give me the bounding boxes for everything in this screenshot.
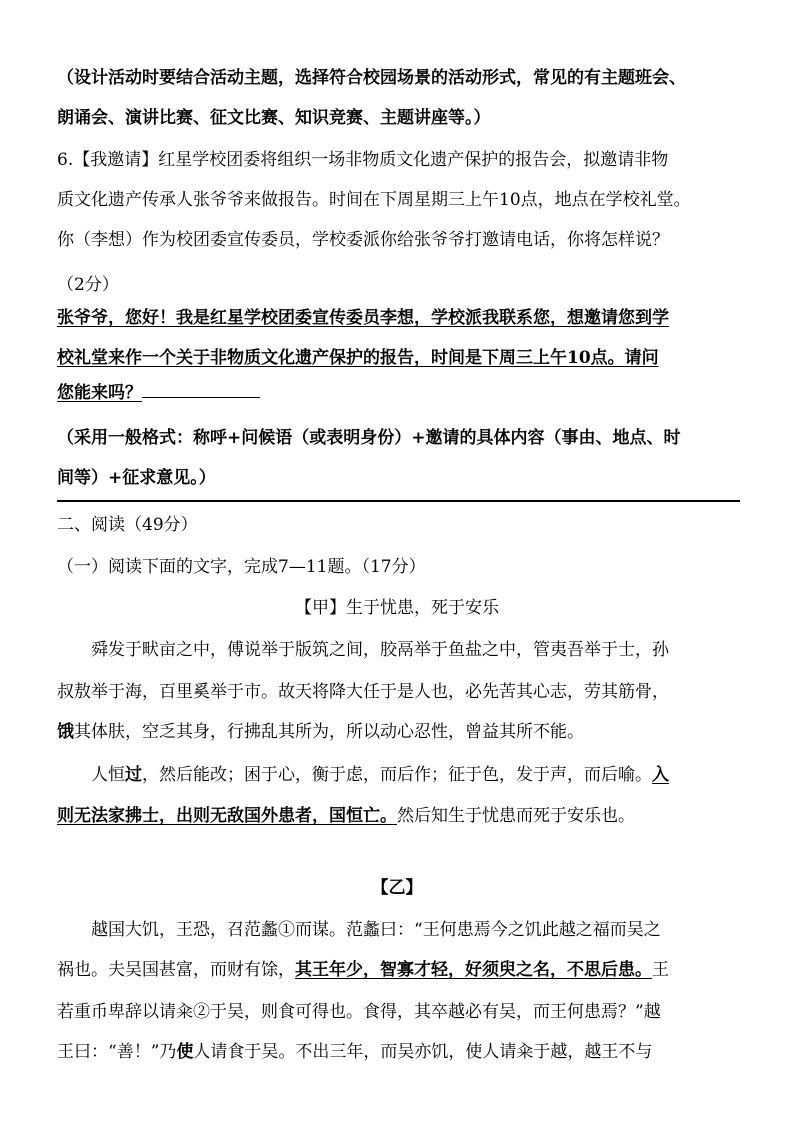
question-6-line-2: 质文化遗产传承人张爷爷来做报告。时间在下周星期三上午10点，地点在学校礼堂。	[57, 190, 691, 210]
section-divider	[57, 500, 740, 502]
answer-line-3-text: 您能来吗？	[57, 383, 142, 403]
jia-line-4-underlined: 入	[652, 765, 669, 785]
yi-line-3: 若重币卑辞以请籴②于吴，则食可得也。食得，其卒越必有吴，而王何患焉？”越	[57, 1002, 661, 1022]
question-6-line-3: 你（李想）作为校团委宣传委员，学校委派你给张爷爷打邀请电话，你将怎样说？	[57, 230, 669, 250]
answer-line-1: 张爷爷，您好！我是红星学校团委宣传委员李想，学校派我联系您，想邀请您到学	[57, 308, 669, 328]
jia-line-1: 舜发于畎亩之中，傅说举于版筑之间，胶鬲举于鱼盐之中，管夷吾举于士，孙	[91, 640, 669, 660]
reading-instructions: （一）阅读下面的文字，完成7—11题。（17分）	[57, 557, 426, 577]
activity-hint-line-2: 朗诵会、演讲比赛、征文比赛、知识竞赛、主题讲座等。）	[57, 108, 491, 128]
yi-line-4-a: 王曰：“善！”乃	[57, 1042, 177, 1062]
question-6-line-1: 6.【我邀请】红星学校团委将组织一场非物质文化遗产保护的报告会，拟邀请非物	[57, 150, 669, 170]
answer-line-3	[57, 383, 260, 403]
activity-hint-line-1: （设计活动时要结合活动主题，选择符合校园场景的活动形式，常见的有主题班会、	[57, 68, 686, 88]
format-note-line-1: （采用一般格式：称呼+问候语（或表明身份）+邀请的具体内容（事由、地点、时	[57, 428, 681, 448]
jia-line-4-c: ，然后能改；困于心，衡于虑，而后作；征于色，发于声，而后喻。	[142, 765, 652, 785]
answer-line-2: 校礼堂来作一个关于非物质文化遗产保护的报告，时间是下周三上午10点。请问	[57, 348, 659, 368]
jia-line-3	[57, 722, 584, 742]
yi-line-2	[57, 960, 669, 980]
jia-emphasis-e: 饿	[57, 722, 74, 742]
yi-line-2-c: 王	[652, 960, 669, 980]
yi-line-1: 越国大饥，王恐，召范蠡①而谋。范蠡曰：“王何患焉今之饥此越之福而吴之	[91, 920, 661, 940]
answer-blank	[142, 383, 260, 398]
jia-line-3-rest: 其体肤，空乏其身，行拂乱其所为，所以动心忍性，曾益其所不能。	[74, 722, 584, 742]
jia-line-4-a: 人恒	[91, 765, 125, 785]
jia-line-5-rest: 然后知生于忧患而死于安乐也。	[397, 806, 635, 826]
jia-emphasis-guo: 过	[125, 765, 142, 785]
passage-jia-title: 【甲】生于忧患，死于安乐	[295, 598, 499, 618]
jia-line-5	[57, 806, 635, 826]
jia-line-4	[57, 765, 669, 785]
jia-underlined-sentence: 则无法家拂士，出则无敌国外患者，国恒亡。	[57, 806, 397, 826]
question-6-score: （2分）	[57, 275, 119, 295]
yi-emphasis-shi: 使	[176, 1042, 194, 1062]
jia-line-2: 叔敖举于海，百里奚举于市。故天将降大任于是人也，必先苦其心志，劳其筋骨，	[57, 682, 669, 702]
format-note-line-2: 间等）+征求意见。）	[57, 468, 216, 488]
yi-line-4	[57, 1042, 652, 1062]
yi-line-2-a: 祸也。夫吴国甚富，而财有馀，	[57, 960, 295, 980]
yi-line-4-c: 人请食于吴。不出三年，而吴亦饥，使人请籴于越，越王不与	[193, 1042, 653, 1062]
yi-underlined-sentence: 其王年少，智寡才轻，好须臾之名，不思后患。	[295, 960, 652, 980]
passage-yi-title: 【乙】	[371, 878, 423, 898]
section-heading: 二、阅读（49分）	[57, 515, 198, 535]
